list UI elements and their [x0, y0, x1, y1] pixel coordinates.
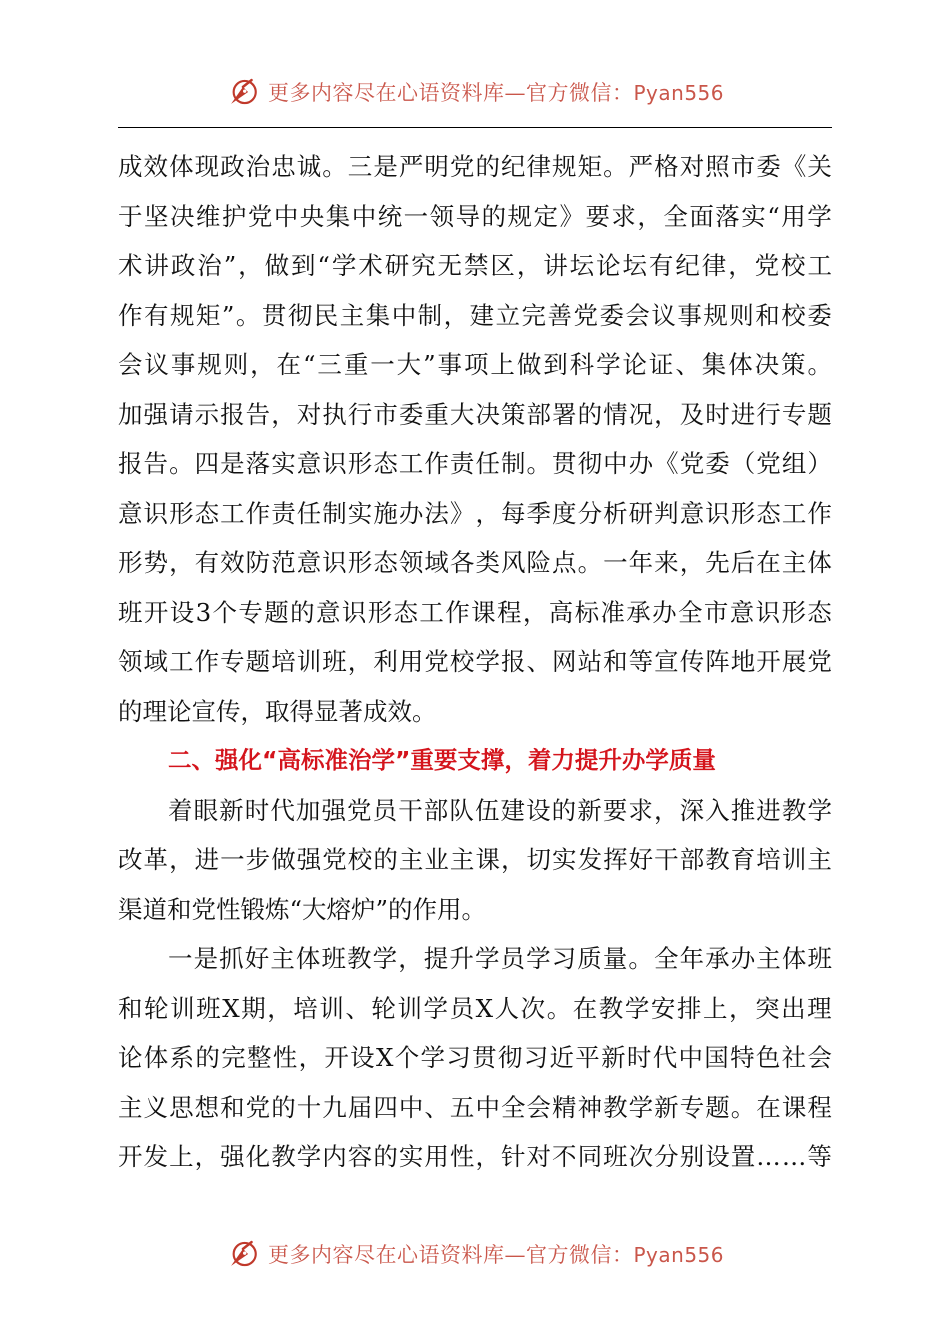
- footer-watermark-text: 更多内容尽在心语资料库—官方微信：Pyan556: [267, 1243, 724, 1267]
- text-line: 着 眼 新 时 代 加 强 党 员 干 部 队 伍 建 设 的 新 要 求 ， 深 入 推 进 教 学: [168, 795, 832, 825]
- text-line: 论 体 系 的 完 整 性 ， 开 设 X 个 学 习 贯 彻 习 近 平 新 时 代 中 国 特 色 社 会: [118, 1043, 832, 1072]
- text-line: 于 坚 决 维 护 党 中 央 集 中 统 一 领 导 的 规 定 》 要 求 ， 全 面 落 实 “ 用 学: [118, 201, 832, 231]
- pen-nib-icon: [226, 75, 260, 109]
- text-line: 会 议 事 规 则 ， 在 “ 三 重 一 大 ” 事 项 上 做 到 科 学 论 证 、 集 体 决 策 。: [118, 350, 832, 379]
- pen-nib-icon: [226, 1237, 260, 1271]
- text-line: 改 革 ， 进 一 步 做 强 党 校 的 主 业 主 课 ， 切 实 发 挥 好 干 部 教 育 培 训 主: [118, 845, 832, 874]
- text-line: 形 势 ， 有 效 防 范 意 识 形 态 领 域 各 类 风 险 点 。 一 年 来 ， 先 后 在 主 体: [118, 548, 832, 577]
- text-line: 术 讲 政 治 ” ， 做 到 “ 学 术 研 究 无 禁 区 ， 讲 坛 论 坛 有 纪 律 ， 党 校 工: [118, 251, 832, 280]
- text-line: 作 有 规 矩 ” 。 贯 彻 民 主 集 中 制 ， 建 立 完 善 党 委 会 议 事 规 则 和 校 委: [118, 300, 832, 330]
- section-heading: 二、强化“高标准治学”重要支撑，着力提升办学质量: [168, 746, 716, 774]
- text-line: 报 告 。 四 是 落 实 意 识 形 态 工 作 责 任 制 。 贯 彻 中 办 《 党 委 （ 党 组 ）: [118, 449, 832, 478]
- footer-watermark: [0, 1224, 950, 1284]
- text-line: 的理论宣传，取得显著成效。: [118, 696, 437, 726]
- text-line: 开 发 上 ， 强 化 教 学 内 容 的 实 用 性 ， 针 对 不 同 班 次 分 别 设 置 … … 等: [118, 1142, 832, 1171]
- text-line: 一 是 抓 好 主 体 班 教 学 ， 提 升 学 员 学 习 质 量 。 全 年 承 办 主 体 班: [168, 944, 832, 973]
- header-rule: [118, 127, 832, 128]
- document-body: [118, 142, 832, 1182]
- text-line: 成 效 体 现 政 治 忠 诚 。 三 是 严 明 党 的 纪 律 规 矩 。 严 格 对 照 市 委 《 关: [118, 152, 832, 181]
- text-line: 加 强 请 示 报 告 ， 对 执 行 市 委 重 大 决 策 部 署 的 情 况 ， 及 时 进 行 专 题: [118, 399, 832, 429]
- text-line: 意 识 形 态 工 作 责 任 制 实 施 办 法 》 ， 每 季 度 分 析 研 判 意 识 形 态 工 作: [118, 498, 832, 528]
- text-line: 和 轮 训 班 X 期 ， 培 训 、 轮 训 学 员 X 人 次 。 在 教 学 安 排 上 ， 突 出 理: [118, 993, 832, 1023]
- text-line: 主 义 思 想 和 党 的 十 九 届 四 中 、 五 中 全 会 精 神 教 学 新 专 题 。 在 课 程: [118, 1092, 832, 1122]
- header-watermark: [0, 62, 950, 122]
- text-line: 班 开 设 3 个 专 题 的 意 识 形 态 工 作 课 程 ， 高 标 准 承 办 全 市 意 识 形 态: [118, 597, 832, 627]
- header-watermark-text: 更多内容尽在心语资料库—官方微信：Pyan556: [267, 81, 724, 105]
- text-line: 领 域 工 作 专 题 培 训 班 ， 利 用 党 校 学 报 、 网 站 和 等 宣 传 阵 地 开 展 党: [118, 647, 832, 676]
- text-line: 渠道和党性锻炼“大熔炉”的作用。: [118, 894, 487, 924]
